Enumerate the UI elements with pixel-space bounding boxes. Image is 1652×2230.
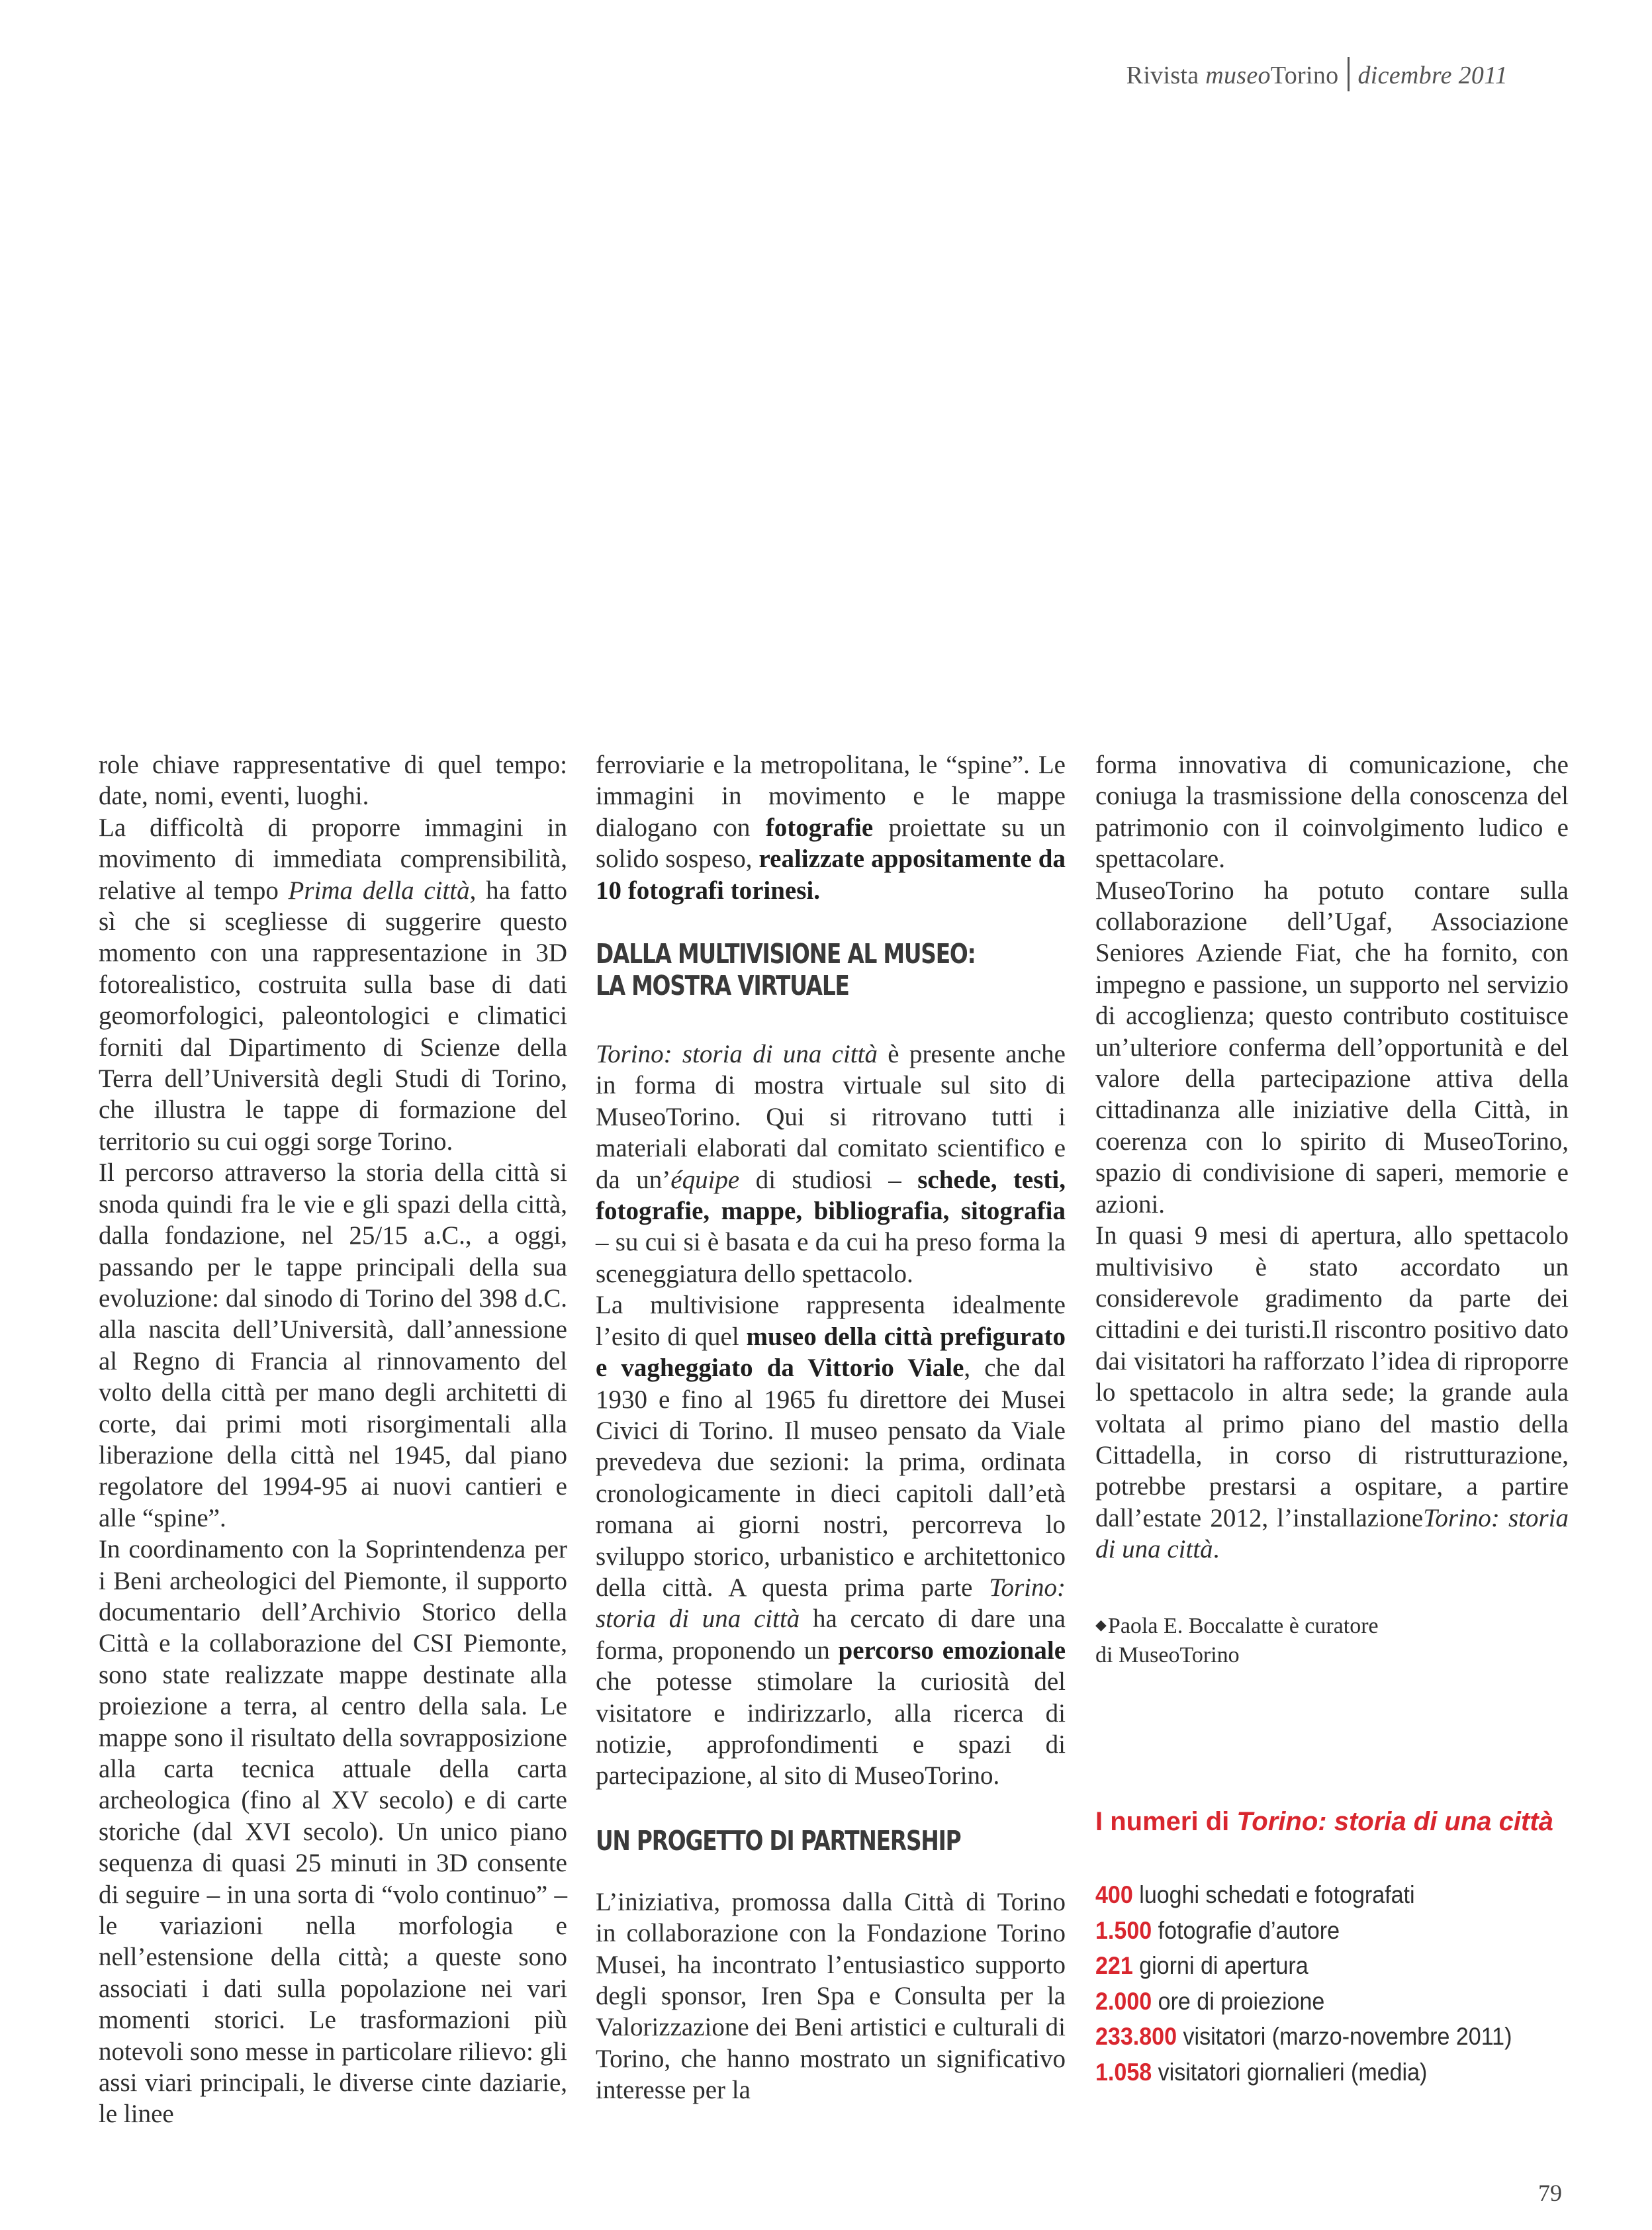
paragraph: Torino: storia di una città è presente anche in forma di mostra virtuale sul sito di MuseoTorino. Qui si ritrovano tutti i materiali elaborati dal comitato scientifico e da un’équipe di studiosi – schede, testi, fotografie, mappe, bibliografia, sitografia – su cui si è basata e da cui ha preso forma la sceneggiatura dello spettacolo. bbox=[596, 1040, 1066, 1288]
diamond-bullet-icon: ◆ bbox=[1095, 1616, 1107, 1633]
stat-row: 221 giorni di apertura bbox=[1095, 1952, 1308, 1979]
paragraph: La multivisione rappresenta idealmente l’esito di quel museo della città prefigurato e vagheggiato da Vittorio Viale, che dal 1930 e fino al 1965 fu direttore dei Musei Civici di Torino. Il museo pensato da Viale prevedeva due sezioni: la prima, ordinata cronologicamente in dieci capitoli dall’età romana ai giorni nostri, percorreva lo sviluppo storico, urbanistico e architettonico della città. A questa prima parte Torino: storia di una città ha cercato di dare una forma, proponendo un percorso emozionale che potesse stimolare la curiosità del visitatore e indirizzarlo, alla ricerca di notizie, approfondimenti e spazi di partecipazione, al sito di MuseoTorino. bbox=[596, 1291, 1066, 1790]
stat-row: 1.500 fotografie d’autore bbox=[1095, 1916, 1340, 1944]
article-column-3 bbox=[1095, 749, 1569, 1670]
article-column-1 bbox=[99, 749, 567, 2130]
paragraph: forma innovativa di comunicazione, che coniuga la trasmissione della conoscenza del patrimonio con il coinvolgimento ludico e spettacolare. bbox=[1095, 751, 1569, 874]
article-column-2 bbox=[596, 749, 1066, 2106]
author-note: ◆Paola E. Boccalatte è curatore di MuseoTorino bbox=[1095, 1613, 1379, 1667]
stat-row: 400 luoghi schedati e fotografati bbox=[1095, 1881, 1415, 1908]
header-magazine: Rivista museoTorino bbox=[1126, 62, 1339, 89]
stat-row: 1.058 visitatori giornalieri (media) bbox=[1095, 2058, 1428, 2086]
stat-row: 233.800 visitatori (marzo-novembre 2011) bbox=[1095, 2023, 1512, 2050]
header-date: dicembre 2011 bbox=[1357, 62, 1508, 89]
paragraph: MuseoTorino ha potuto contare sulla collaborazione dell’Ugaf, Associazione Seniores Aziende Fiat, che ha fornito, con impegno e passione, un supporto nel servizio di accoglienza; questo contributo costituisce un’ulteriore conferma dell’opportunità e del valore della partecipazione attiva della cittadinanza alle iniziative della Città, in coerenza con lo spirito di MuseoTorino, spazio di condivisione di saperi, memorie e azioni. bbox=[1095, 876, 1569, 1219]
running-header bbox=[1126, 57, 1508, 91]
paragraph: Il percorso attraverso la storia della città si snoda quindi fra le vie e gli spazi della città, dalla fondazione, nel 25/15 a.C., a oggi, passando per le tappe principali della sua evoluzione: dal sinodo di Torino del 398 d.C. alla nascita dell’Università, dall’annessione al Regno di Francia al rinnovamento del volto della città per mano degli architetti di corte, dai primi moti risorgimentali alla liberazione della città nel 1945, dal piano regolatore del 1994-95 ai nuovi cantieri e alle “spine”. bbox=[99, 1158, 567, 1532]
paragraph: L’iniziativa, promossa dalla Città di Torino in collaborazione con la Fondazione Torino Musei, ha incontrato l’entusiastico supporto degli sponsor, Iren Spa e Consulta per la Valorizzazione dei Beni artistici e culturali di Torino, che hanno mostrato un significativo interesse per la bbox=[596, 1887, 1066, 2105]
paragraph: In coordinamento con la Soprintendenza per i Beni archeologici del Piemonte, il supporto documentario dell’Archivio Storico della Città e la collaborazione del CSI Piemonte, sono state realizzate mappe destinate alla proiezione a terra, al centro della sala. Le mappe sono il risultato della sovrapposizione alla carta tecnica attuale della carta archeologica (fino al XV secolo) e di carte storiche (dal XVI secolo). Un unico piano sequenza di quasi 25 minuti in 3D consente di seguire – in una sorta di “volo continuo” – le variazioni nella morfologia e nell’estensione della città; a queste sono associati i dati sulla popolazione nei vari momenti storici. Le trasformazioni più notevoli sono messe in particolare rilievo: gli assi viari principali, le diverse cinte daziarie, le linee bbox=[99, 1535, 567, 2129]
section-heading-partnership: UN PROGETTO DI PARTNERSHIP bbox=[596, 1824, 961, 1857]
paragraph: La difficoltà di proporre immagini in movimento di immediata comprensibilità, relative al tempo Prima della città, ha fatto sì che si scegliesse di suggerire questo momento con una rappresentazione in 3D fotorealistico, costruita sulla base di dati geomorfologici, paleontologici e climatici forniti dal Dipartimento di Scienze della Terra dell’Università degli Studi di Torino, che illustra le tappe di formazione del territorio su cui oggi sorge Torino. bbox=[99, 813, 567, 1156]
stats-title: I numeri di Torino: storia di una città bbox=[1095, 1807, 1553, 1836]
stats-box bbox=[1095, 1806, 1612, 2090]
paragraph: role chiave rappresentative di quel tempo: date, nomi, eventi, luoghi. bbox=[99, 751, 567, 811]
paragraph: In quasi 9 mesi di apertura, allo spettacolo multivisivo è stato accordato un considerevole gradimento da parte dei cittadini e dei turisti.Il riscontro positivo dato dai visitatori ha rafforzato l’idea di riproporre lo spettacolo in altra sede; la grande aula voltata al primo piano del mastio della Cittadella, in corso di ristrutturazione, potrebbe prestarsi a ospitare, a partire dall’estate 2012, l’installazioneTorino: storia di una città. bbox=[1095, 1221, 1569, 1564]
header-separator bbox=[1348, 57, 1350, 91]
paragraph: ferroviarie e la metropolitana, le “spine”. Le immagini in movimento e le mappe dialogano con fotografie proiettate su un solido sospeso, realizzate appositamente da 10 fotografi torinesi. bbox=[596, 751, 1066, 905]
section-heading-virtual-exhibit: DALLA MULTIVISIONE AL MUSEO: LA MOSTRA VIRTUALE bbox=[596, 938, 976, 1002]
stat-row: 2.000 ore di proiezione bbox=[1095, 1987, 1325, 2015]
page-number: 79 bbox=[1538, 2180, 1562, 2206]
